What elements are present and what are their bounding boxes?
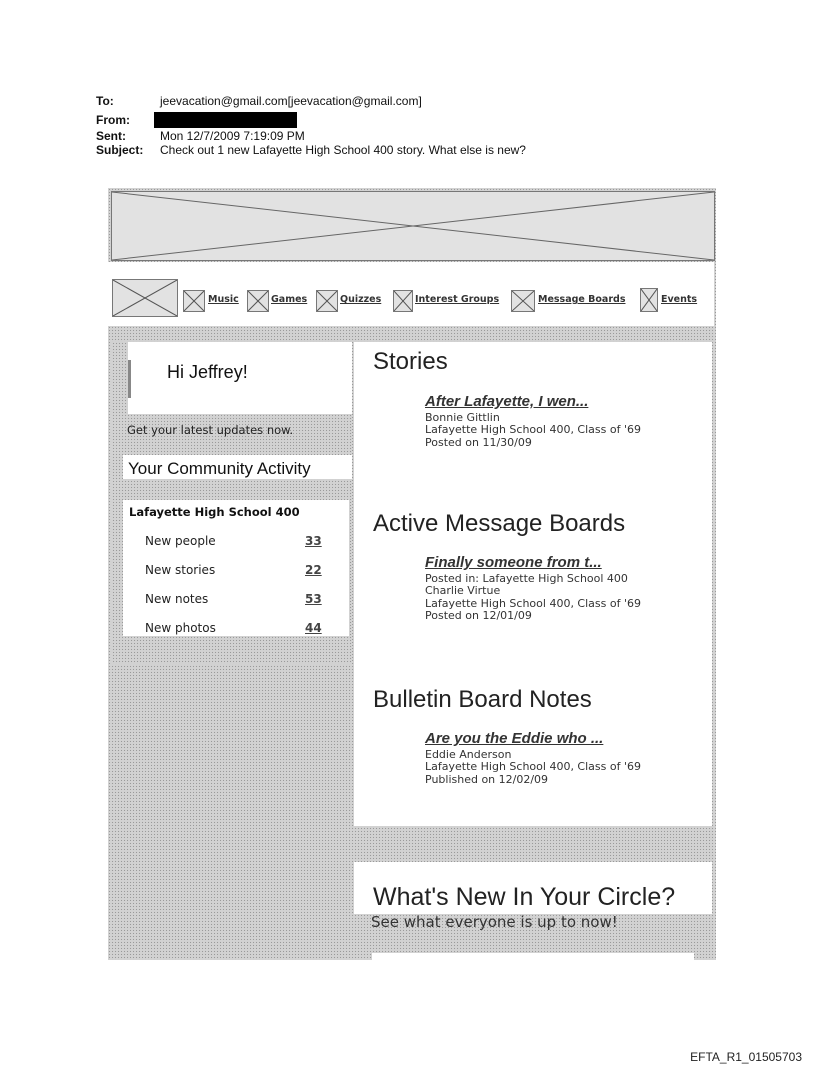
note-title-link[interactable]: Are you the Eddie who ... — [425, 730, 604, 747]
document-id: EFTA_R1_01505703 — [690, 1050, 802, 1064]
activity-label-people: New people — [145, 534, 216, 548]
activity-label-notes: New notes — [145, 592, 209, 606]
activity-label-photos: New photos — [145, 621, 216, 635]
nav-games-link[interactable]: Games — [271, 294, 308, 305]
board-posted-in: Posted in: Lafayette High School 400 — [425, 571, 628, 585]
notes-heading: Bulletin Board Notes — [373, 686, 592, 713]
nav-quizzes-link[interactable]: Quizzes — [340, 294, 382, 305]
nav-message-boards-link[interactable]: Message Boards — [538, 294, 626, 305]
stories-heading: Stories — [373, 348, 448, 375]
nav-interest-groups-link[interactable]: Interest Groups — [415, 294, 500, 305]
activity-count-stories[interactable]: 22 — [305, 563, 322, 577]
subject-value: Check out 1 new Lafayette High School 400 story. What else is new? — [160, 143, 526, 157]
activity-count-photos[interactable]: 44 — [305, 621, 322, 635]
message-boards-icon — [511, 290, 535, 312]
board-school: Lafayette High School 400, Class of '69 — [425, 596, 641, 610]
events-icon — [640, 288, 658, 312]
board-title-link[interactable]: Finally someone from t... — [425, 554, 602, 571]
note-item — [425, 730, 641, 786]
circle-feed-box — [372, 953, 694, 960]
group-name: Lafayette High School 400 — [129, 505, 300, 519]
nav-music-link[interactable]: Music — [208, 294, 239, 305]
games-icon — [247, 290, 269, 312]
board-item — [425, 554, 641, 623]
avatar-placeholder — [128, 360, 159, 398]
updates-text[interactable]: Get your latest updates now. — [127, 423, 294, 437]
story-posted: Posted on 11/30/09 — [425, 435, 532, 449]
redaction-bar — [154, 112, 297, 128]
board-posted: Posted on 12/01/09 — [425, 609, 532, 622]
sent-label: Sent: — [96, 129, 126, 143]
note-author: Eddie Anderson — [425, 747, 512, 761]
story-title-link[interactable]: After Lafayette, I wen... — [425, 393, 589, 410]
interest-groups-icon — [393, 290, 413, 312]
from-label: From: — [96, 113, 130, 127]
activity-count-people[interactable]: 33 — [305, 534, 322, 548]
logo-placeholder-icon — [112, 279, 178, 317]
story-school: Lafayette High School 400, Class of '69 — [425, 423, 641, 436]
story-item — [425, 393, 641, 449]
to-label: To: — [96, 94, 114, 108]
story-author: Bonnie Gittlin — [425, 410, 500, 424]
music-icon — [183, 290, 205, 312]
activity-label-stories: New stories — [145, 563, 216, 577]
board-author: Charlie Virtue — [425, 584, 501, 597]
note-school: Lafayette High School 400, Class of '69 — [425, 760, 641, 773]
banner-image-placeholder-icon — [111, 191, 715, 261]
boards-heading: Active Message Boards — [373, 510, 626, 537]
activity-count-notes[interactable]: 53 — [305, 592, 322, 606]
quizzes-icon — [316, 290, 338, 312]
note-published: Published on 12/02/09 — [425, 772, 549, 786]
sent-value: Mon 12/7/2009 7:19:09 PM — [160, 129, 305, 143]
circle-heading: What's New In Your Circle? — [373, 883, 676, 911]
community-heading: Your Community Activity — [128, 459, 311, 478]
nav-events-link[interactable]: Events — [661, 294, 698, 305]
subject-label: Subject: — [96, 143, 144, 157]
to-value: jeevacation@gmail.com[jeevacation@gmail.com] — [160, 94, 422, 108]
circle-subheading: See what everyone is up to now! — [371, 913, 618, 931]
greeting-text: Hi Jeffrey! — [167, 362, 248, 382]
